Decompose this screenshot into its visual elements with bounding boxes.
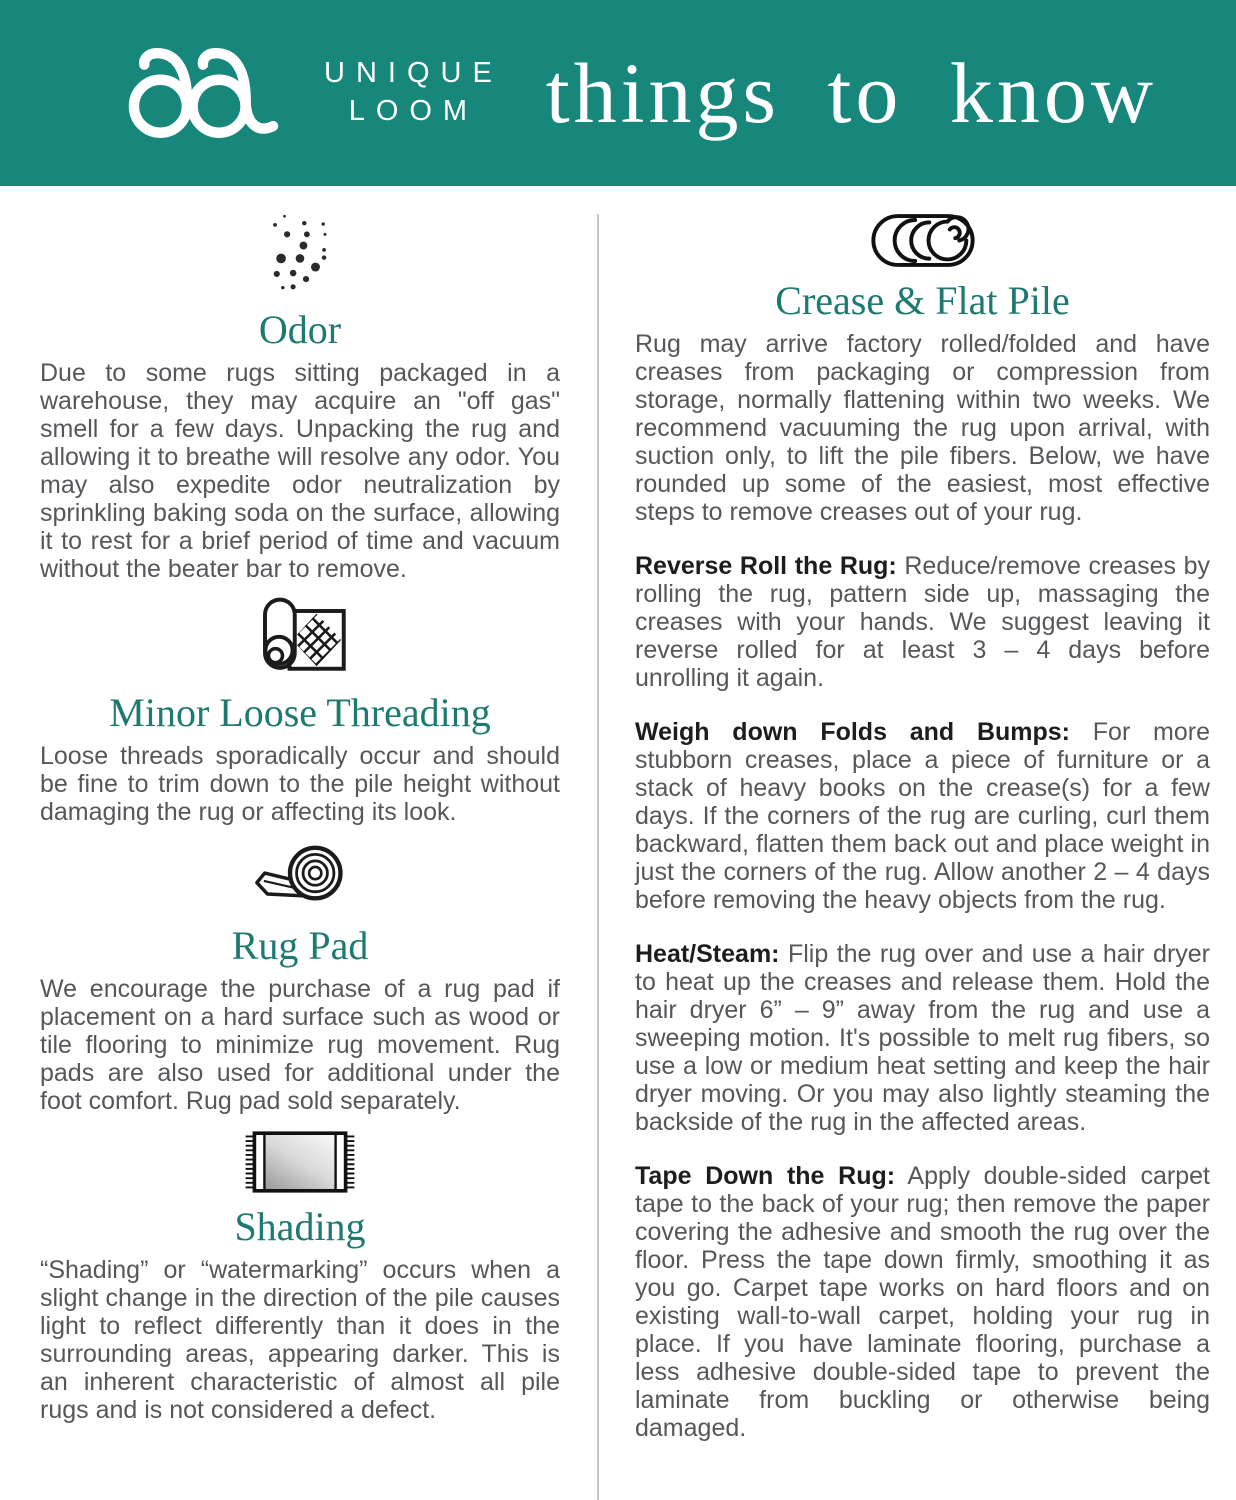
- brand-name: [324, 55, 503, 130]
- brand-line-1: UNIQUE: [324, 57, 503, 90]
- rug-pad-roll-icon: [40, 840, 560, 914]
- tip-heat-steam: [635, 940, 1210, 1136]
- section-loose-threading: [40, 597, 560, 826]
- tip-text-weigh-down: For more stubborn creases, place a piece of furniture or a stack of heavy books on the crease(s) for a few days. If the corners of the rug are curling, curl them backward, flatten them back out and place weight in just the corners of the rug. Allow another 2 – 4 days before removing the heavy objects from the rug.: [635, 718, 1211, 914]
- tip-weigh-down: [635, 718, 1210, 914]
- odor-dots-icon: [40, 212, 560, 298]
- tip-label-tape-down: Tape Down the Rug:: [635, 1162, 896, 1190]
- section-shading: [40, 1129, 560, 1424]
- tip-label-reverse-roll: Reverse Roll the Rug:: [635, 552, 897, 580]
- right-column: [635, 202, 1210, 1500]
- left-column: [40, 202, 560, 1500]
- tip-tape-down: [635, 1162, 1210, 1442]
- section-body-loose-threading: Loose threads sporadically occur and should be fine to trim down to the pile height without damaging the rug or affecting its look.: [40, 742, 560, 826]
- shaded-rug-fringe-icon: [40, 1129, 560, 1195]
- section-body-odor: Due to some rugs sitting packaged in a warehouse, they may acquire an "off gas" smell for a few days. Unpacking the rug and allowing it to breathe will resolve any odor. You may also expedite odor neutralization by sprinkling baking soda on the surface, allowing it to rest for a brief period of time and vacuum without the beater bar to remove.: [40, 359, 560, 583]
- tip-reverse-roll: [635, 552, 1210, 692]
- tip-text-reverse-roll: Reduce/remove creases by rolling the rug, pattern side up, massaging the creases with your hands. We suggest leaving it reverse rolled for at least 3 – 4 days before unrolling it again.: [635, 552, 1211, 692]
- brand-logo-icon: [108, 40, 298, 146]
- section-heading-rug-pad: Rug Pad: [231, 923, 369, 968]
- brand-line-2: LOOM: [348, 95, 479, 127]
- section-heading-shading: Shading: [234, 1204, 366, 1249]
- tip-label-weigh-down: Weigh down Folds and Bumps:: [635, 718, 1071, 746]
- section-heading-odor: Odor: [258, 307, 342, 352]
- tip-text-tape-down: Apply double-sided carpet tape to the back of your rug; then remove the paper covering the adhesive and smooth the rug over the floor. Press the tape down firmly, smoothing it as you go. Carpet tape works on hard floors and on existing wall-to-wall carpet, holding your rug in place. If you have laminate flooring, purchase a less adhesive double-sided tape to prevent the laminate from buckling or otherwise being damaged.: [635, 1162, 1210, 1442]
- section-crease-flat-pile: [635, 212, 1210, 526]
- tip-text-heat-steam: Flip the rug over and use a hair dryer to heat up the creases and release them. Hold the hair dryer 6” – 9” away from the rug and use a sweeping motion. It's possible to melt rug fibers, so use a low or medium heat setting and keep the hair dryer moving. Or you may also lightly steaming the backside of the rug in the affected areas.: [635, 940, 1211, 1136]
- column-divider: [597, 214, 599, 1500]
- page-title: things to know: [545, 45, 1158, 141]
- tip-label-heat-steam: Heat/Steam:: [635, 940, 780, 968]
- section-odor: [40, 212, 560, 583]
- unique-loom-logo: [108, 40, 503, 146]
- rolled-rug-crosshatch-icon: [40, 597, 560, 681]
- section-heading-loose-threading: Minor Loose Threading: [109, 690, 491, 735]
- header-banner: [0, 0, 1236, 186]
- section-body-crease-intro: Rug may arrive factory rolled/folded and have creases from packaging or compression from storage, normally flattening within two weeks. We recommend vacuuming the rug upon arrival, with suction only, to lift the pile fibers. Below, we have rounded up some of the easiest, most effective steps to remove creases out of your rug.: [635, 330, 1210, 526]
- section-rug-pad: [40, 840, 560, 1115]
- section-body-rug-pad: We encourage the purchase of a rug pad if placement on a hard surface such as wood or tile flooring to minimize rug movement. Rug pads are also used for additional under the foot comfort. Rug pad sold separately.: [40, 975, 560, 1115]
- rolled-rug-spiral-icon: [635, 212, 1210, 269]
- content-area: [0, 186, 1236, 1500]
- section-heading-crease-flat-pile: Crease & Flat Pile: [775, 278, 1070, 323]
- section-body-shading: “Shading” or “watermarking” occurs when a slight change in the direction of the pile causes light to reflect differently than it does in the surrounding areas, appearing darker. This is an inherent characteristic of almost all pile rugs and is not considered a defect.: [40, 1256, 560, 1424]
